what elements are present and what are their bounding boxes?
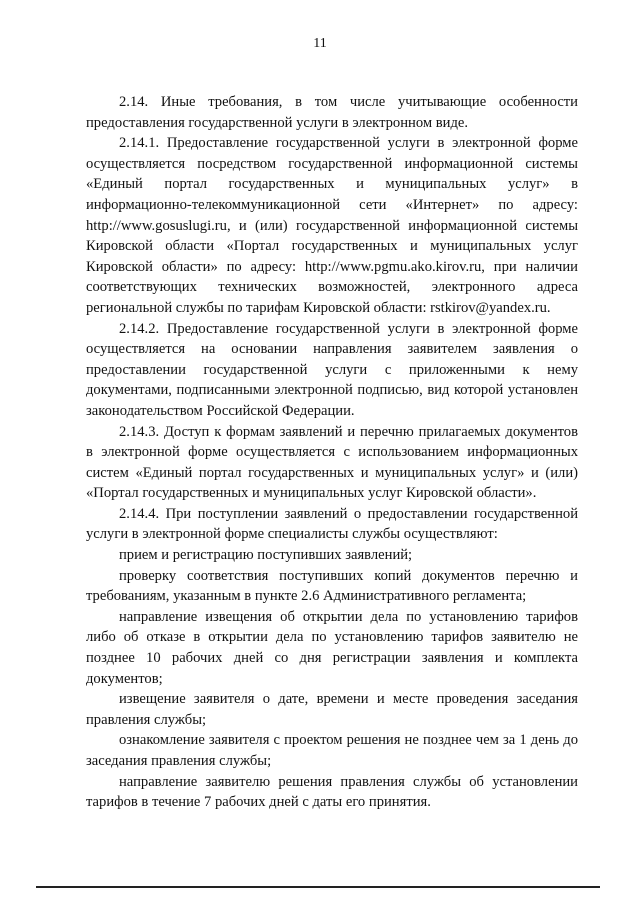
paragraph-2-14-4: 2.14.4. При поступлении заявлений о предоставлении государственной услуги в электронной форме специалисты службы осуществляют: [86, 505, 578, 543]
list-item-verification: проверку соответствия поступивших копий документов перечню и требованиям, указанным в пункте 2.6 Административного регламента; [86, 567, 578, 605]
list-item-decision-sending: направление заявителю решения правления службы об установлении тарифов в течение 7 рабочих дней с даты его принятия. [86, 773, 578, 811]
paragraph-2-14-1: 2.14.1. Предоставление государственной услуги в электронной форме осуществляется посредством государственной информационной системы «Единый портал государственных и муниципальных услуг» в информационно-телекоммуникационной сети «Интернет» по адресу: http://www.gosuslugi.ru, и (или) государственной информационной системы Кировской области «Портал государственных и муниципальных услуг Кировской области» по адресу: http://www.pgmu.ako.kirov.ru, при наличии соответствующих технических возможностей, электронного адреса региональной службы по тарифам Кировской области: rstkirov@yandex.ru. [86, 135, 578, 316]
list-item-notice-meeting: извещение заявителя о дате, времени и месте проведения заседания правления службы; [86, 691, 578, 728]
footer-divider [36, 886, 600, 888]
document-body [86, 92, 578, 813]
list-item-familiarization: ознакомление заявителя с проектом решения не позднее чем за 1 день до заседания правления службы; [86, 732, 578, 769]
list-item-reception: прием и регистрацию поступивших заявлений; [119, 547, 413, 564]
page-number: 11 [313, 36, 327, 51]
paragraph-2-14: 2.14. Иные требования, в том числе учитывающие особенности предоставления государственной услуги в электронном виде. [86, 94, 578, 131]
paragraph-2-14-3: 2.14.3. Доступ к формам заявлений и перечню прилагаемых документов в электронной форме осуществляется с использованием информационных систем «Единый портал государственных и муниципальных услуг» и (или) «Портал государственных и муниципальных услуг Кировской области». [86, 423, 578, 502]
paragraph-2-14-2: 2.14.2. Предоставление государственной услуги в электронной форме осуществляется на основании направления заявителем заявления о предоставлении государственной услуги с приложенными к нему документами, подписанными электронной подписью, вид которой установлен законодательством Российской Федерации. [86, 320, 578, 419]
list-item-notice-opening: направление извещения об открытии дела по установлению тарифов либо об отказе в открытии дела по установлению тарифов заявителю не позднее 10 рабочих дней со дня регистрации заявления и комплекта документов; [86, 608, 578, 687]
